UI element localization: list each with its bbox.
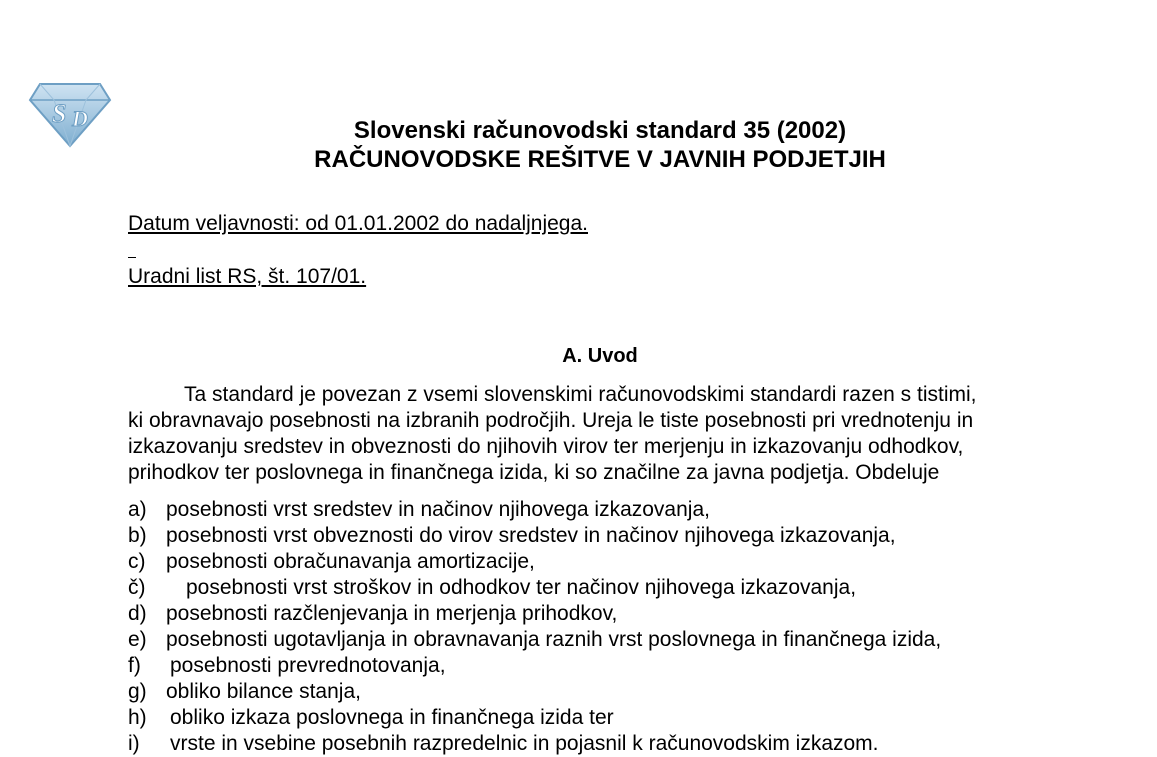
list-letter: h): [128, 706, 147, 729]
divider: [128, 257, 136, 258]
list-text: posebnosti prevrednotovanja,: [170, 654, 446, 677]
list-letter: b): [128, 524, 147, 547]
list-item: [128, 549, 941, 575]
svg-text:D: D: [72, 106, 88, 131]
list-item: [128, 601, 941, 627]
list-letter: d): [128, 602, 147, 625]
paragraph-line: ki obravnavajo posebnosti na izbranih področjih. Ureja le tiste posebnosti pri vrednotenju in: [128, 409, 974, 432]
paragraph-line: izkazovanju sredstev in obveznosti do njihovih virov ter merjenju in izkazovanju odhodkov,: [128, 435, 964, 458]
list-text: obliko izkaza poslovnega in finančnega izida ter: [170, 706, 614, 729]
list-item: [128, 731, 941, 757]
list-text: obliko bilance stanja,: [166, 680, 361, 703]
list-text: posebnosti vrst obveznosti do virov sredstev in načinov njihovega izkazovanja,: [166, 524, 896, 547]
list-item: [128, 653, 941, 679]
list-text: posebnosti vrst stroškov in odhodkov ter načinov njihovega izkazovanja,: [186, 576, 857, 599]
list-letter: i): [128, 732, 140, 755]
paragraph-line: Ta standard je povezan z vsemi slovenskimi računovodskimi standardi razen s tistimi,: [184, 383, 977, 406]
topics-list: [128, 497, 941, 757]
list-item: [128, 575, 941, 601]
official-gazette: Uradni list RS, št. 107/01.: [128, 265, 367, 288]
list-text: posebnosti razčlenjevanja in merjenja prihodkov,: [166, 602, 618, 625]
title-line-1: Slovenski računovodski standard 35 (2002): [353, 117, 847, 144]
list-text: posebnosti ugotavljanja in obravnavanja raznih vrst poslovnega in finančnega izida,: [166, 628, 942, 651]
list-letter: c): [128, 550, 146, 573]
section-heading: A. Uvod: [562, 345, 638, 367]
validity-date: Datum veljavnosti: od 01.01.2002 do nadaljnjega.: [128, 212, 588, 235]
list-letter: g): [128, 680, 147, 703]
list-item: [128, 497, 941, 523]
document-title: [0, 116, 1157, 174]
list-text: vrste in vsebine posebnih razpredelnic in pojasnil k računovodskim izkazom.: [170, 732, 879, 755]
svg-text:S: S: [52, 99, 67, 128]
list-text: posebnosti vrst sredstev in načinov njihovega izkazovanja,: [166, 498, 710, 521]
list-text: posebnosti obračunavanja amortizacije,: [166, 550, 535, 573]
title-line-2: RAČUNOVODSKE REŠITVE V JAVNIH PODJETJIH: [314, 146, 886, 173]
paragraph-line: prihodkov ter poslovnega in finančnega izida, ki so značilne za javna podjetja. Obdeluje: [128, 461, 940, 484]
intro-paragraph: [128, 382, 1078, 486]
list-letter: č): [128, 576, 146, 599]
list-item: [128, 679, 941, 705]
list-item: [128, 627, 941, 653]
list-item: [128, 705, 941, 731]
list-letter: e): [128, 628, 147, 651]
list-letter: a): [128, 498, 147, 521]
list-letter: f): [128, 654, 141, 677]
list-item: [128, 523, 941, 549]
